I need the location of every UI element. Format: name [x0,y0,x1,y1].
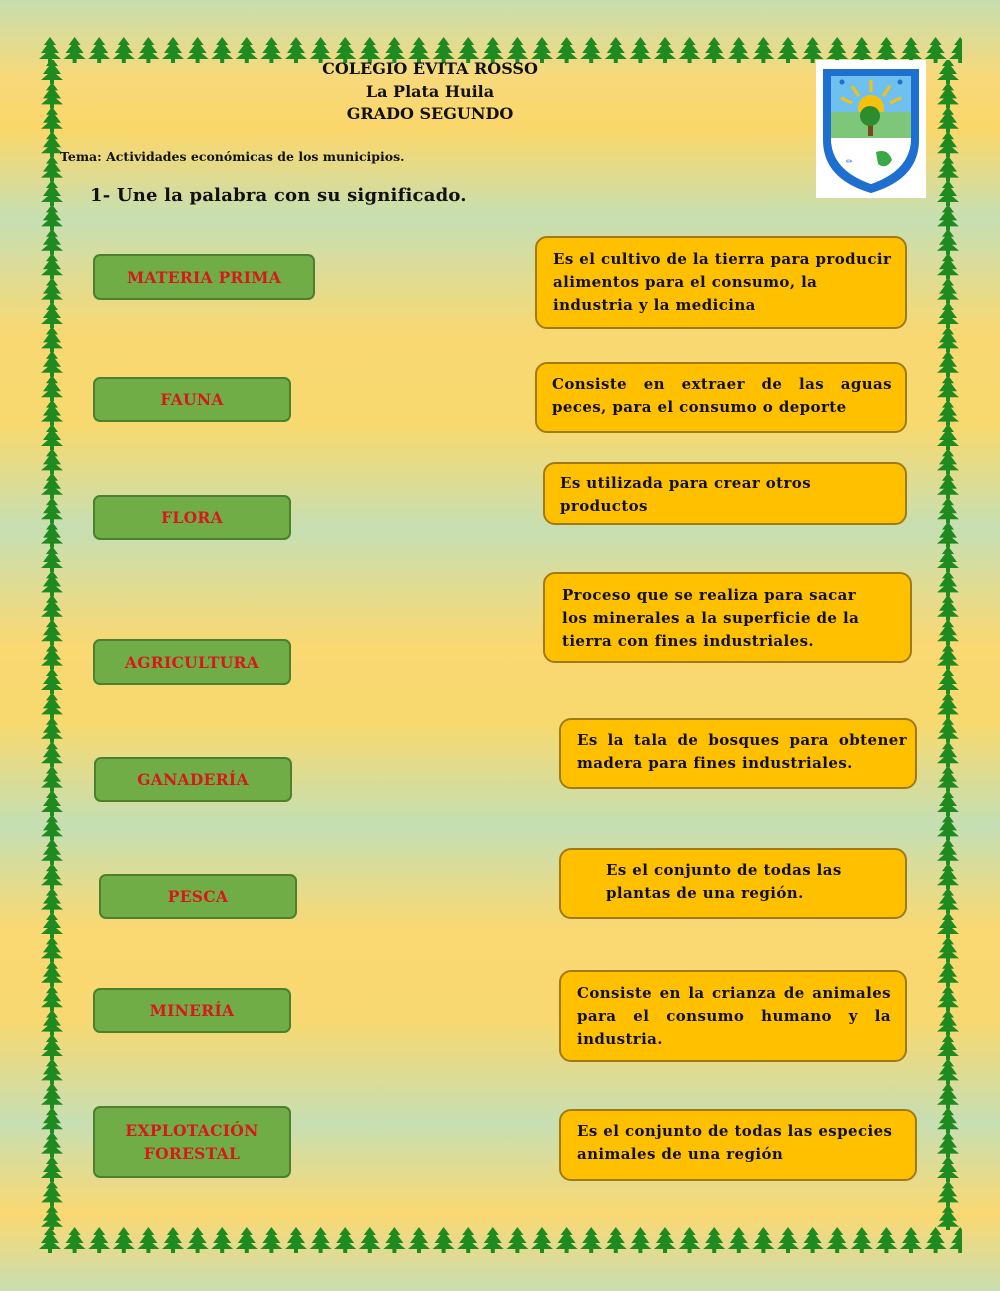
pine-tree-icon [777,37,799,63]
pine-tree-icon [41,863,63,889]
pine-tree-icon [937,717,959,743]
pine-tree-icon [703,1227,725,1253]
pine-tree-icon [41,424,63,450]
school-crest-icon [816,60,926,198]
pine-tree-icon [41,253,63,279]
worksheet-instruction: 1- Une la palabra con su significado. [90,185,467,206]
pine-tree-icon [937,424,959,450]
pine-tree-icon [41,1083,63,1109]
pine-tree-icon [937,131,959,157]
pine-tree-icon [937,1058,959,1084]
pine-tree-icon [937,814,959,840]
pine-tree-icon [703,37,725,63]
definition-box-6[interactable] [559,848,907,919]
pine-tree-icon [506,1227,528,1253]
pine-tree-icon [937,180,959,206]
definition-box-3[interactable] [543,462,907,525]
pine-tree-icon [752,1227,774,1253]
pine-tree-icon [41,82,63,108]
pine-tree-icon [937,1132,959,1158]
word-box-ganaderia[interactable]: GANADERÍA [94,757,292,802]
pine-tree-icon [41,595,63,621]
pine-tree-icon [41,546,63,572]
pine-tree-icon [41,985,63,1011]
definition-text: Consiste en la crianza de animales para el consumo humano y la industria. [577,984,891,1048]
definition-box-2[interactable] [535,362,907,433]
pine-tree-icon [260,1227,282,1253]
definition-text: Es el cultivo de la tierra para producir alimentos para el consumo, la industria y la medicina [553,250,892,314]
pine-tree-icon [137,1227,159,1253]
pine-tree-icon [41,1034,63,1060]
pine-tree-icon [41,912,63,938]
pine-tree-icon [937,619,959,645]
pine-tree-icon [41,1132,63,1158]
pine-tree-icon [39,1227,61,1253]
definition-box-4[interactable] [543,572,912,663]
pine-tree-icon [482,1227,504,1253]
pine-tree-icon [41,497,63,523]
tree-border-left [38,60,66,1230]
pine-tree-icon [285,1227,307,1253]
definition-text: Es la tala de bosques para obtener madera para fines industriales. [577,731,907,772]
pine-tree-icon [937,326,959,352]
pine-tree-icon [187,1227,209,1253]
definition-box-7[interactable] [559,970,907,1062]
pine-tree-icon [162,1227,184,1253]
svg-text:✏: ✏ [846,157,853,166]
pine-tree-icon [41,644,63,670]
worksheet-topic: Tema: Actividades económicas de los municipios. [60,149,405,164]
pine-tree-icon [937,302,959,328]
pine-tree-icon [851,1227,873,1253]
pine-tree-icon [937,375,959,401]
pine-tree-icon [937,229,959,255]
pine-tree-icon [211,1227,233,1253]
pine-tree-icon [41,668,63,694]
pine-tree-icon [826,1227,848,1253]
pine-tree-icon [937,497,959,523]
definition-text: Es el conjunto de todas las especies animales de una región [577,1122,893,1163]
pine-tree-icon [64,37,86,63]
pine-tree-icon [41,814,63,840]
pine-tree-icon [937,1010,959,1036]
definition-box-1[interactable] [535,236,907,329]
pine-tree-icon [41,107,63,133]
pine-tree-icon [937,985,959,1011]
word-box-materia-prima[interactable]: MATERIA PRIMA [93,254,315,300]
word-box-explotacion-forestal[interactable]: EXPLOTACIÓN FORESTAL [93,1106,291,1178]
pine-tree-icon [654,1227,676,1253]
pine-tree-icon [937,522,959,548]
pine-tree-icon [937,448,959,474]
pine-tree-icon [875,1227,897,1253]
pine-tree-icon [629,1227,651,1253]
pine-tree-icon [41,741,63,767]
pine-tree-icon [113,37,135,63]
definition-text: Es el conjunto de todas las plantas de una región. [606,861,842,902]
pine-tree-icon [383,1227,405,1253]
pine-tree-icon [41,448,63,474]
pine-tree-icon [41,1205,63,1230]
pine-tree-icon [728,37,750,63]
pine-tree-icon [937,936,959,962]
pine-tree-icon [41,278,63,304]
pine-tree-icon [937,790,959,816]
pine-tree-icon [752,37,774,63]
pine-tree-icon [41,936,63,962]
pine-tree-icon [334,1227,356,1253]
pine-tree-icon [937,278,959,304]
pine-tree-icon [937,546,959,572]
pine-tree-icon [41,229,63,255]
school-name: COLEGIO EVITA ROSSO [322,59,538,78]
pine-tree-icon [310,1227,332,1253]
pine-tree-icon [41,961,63,987]
definition-text: Es utilizada para crear otros productos [560,474,812,515]
pine-tree-icon [64,1227,86,1253]
pine-tree-icon [937,1205,959,1230]
pine-tree-icon [679,37,701,63]
pine-tree-icon [937,668,959,694]
word-box-fauna[interactable]: FAUNA [93,377,291,422]
school-city: La Plata Huila [365,82,495,101]
pine-tree-icon [408,1227,430,1253]
pine-tree-icon [88,1227,110,1253]
pine-tree-icon [41,717,63,743]
pine-tree-icon [937,60,959,84]
pine-tree-icon [949,1227,962,1253]
pine-tree-icon [937,1156,959,1182]
pine-tree-icon [937,156,959,182]
pine-tree-icon [802,1227,824,1253]
definition-text: Proceso que se realiza para sacar los minerales a la superficie de la tierra con fines industriales. [562,586,860,650]
pine-tree-icon [937,1034,959,1060]
pine-tree-icon [41,522,63,548]
pine-tree-icon [937,351,959,377]
pine-tree-icon [88,37,110,63]
pine-tree-icon [937,644,959,670]
pine-tree-icon [937,961,959,987]
pine-tree-icon [937,204,959,230]
school-crest [816,60,926,198]
pine-tree-icon [937,570,959,596]
pine-tree-icon [457,1227,479,1253]
pine-tree-icon [41,326,63,352]
pine-tree-icon [41,351,63,377]
pine-tree-icon [41,1107,63,1133]
word-box-agricultura[interactable]: AGRICULTURA [93,639,291,685]
pine-tree-icon [433,1227,455,1253]
pine-tree-icon [41,839,63,865]
pine-tree-icon [937,595,959,621]
pine-tree-icon [937,863,959,889]
pine-tree-icon [41,888,63,914]
pine-tree-icon [937,107,959,133]
pine-tree-icon [113,1227,135,1253]
pine-tree-icon [41,1010,63,1036]
pine-tree-icon [236,1227,258,1253]
pine-tree-icon [580,1227,602,1253]
school-grade: GRADO SEGUNDO [346,104,514,123]
pine-tree-icon [137,37,159,63]
pine-tree-icon [937,82,959,108]
pine-tree-icon [531,1227,553,1253]
pine-tree-icon [41,790,63,816]
pine-tree-icon [41,766,63,792]
pine-tree-icon [359,1227,381,1253]
pine-tree-icon [925,1227,947,1253]
definition-box-8[interactable] [559,1109,917,1181]
pine-tree-icon [937,741,959,767]
pine-tree-icon [937,912,959,938]
pine-tree-icon [41,60,63,84]
pine-tree-icon [41,570,63,596]
pine-tree-icon [937,253,959,279]
pine-tree-icon [937,888,959,914]
pine-tree-icon [556,1227,578,1253]
word-box-flora[interactable]: FLORA [93,495,291,540]
definition-text: Consiste en extraer de las aguas peces, para el consumo o deporte [552,375,892,416]
pine-tree-icon [41,302,63,328]
pine-tree-icon [937,839,959,865]
pine-tree-icon [937,1083,959,1109]
pine-tree-icon [41,619,63,645]
pine-tree-icon [605,1227,627,1253]
pine-tree-icon [41,204,63,230]
tree-border-bottom [38,1226,962,1254]
pine-tree-icon [937,400,959,426]
word-box-pesca[interactable]: PESCA [99,874,297,919]
pine-tree-icon [777,1227,799,1253]
tree-border-right [934,60,962,1230]
pine-tree-icon [41,692,63,718]
pine-tree-icon [937,692,959,718]
pine-tree-icon [41,1180,63,1206]
pine-tree-icon [728,1227,750,1253]
pine-tree-icon [937,1180,959,1206]
pine-tree-icon [41,1156,63,1182]
pine-tree-icon [900,1227,922,1253]
pine-tree-icon [937,766,959,792]
pine-tree-icon [41,180,63,206]
pine-tree-icon [937,473,959,499]
pine-tree-icon [41,400,63,426]
pine-tree-icon [679,1227,701,1253]
definition-box-5[interactable] [559,718,917,789]
pine-tree-icon [41,375,63,401]
pine-tree-icon [41,1058,63,1084]
pine-tree-icon [937,1107,959,1133]
word-box-mineria[interactable]: MINERÍA [93,988,291,1033]
pine-tree-icon [41,473,63,499]
